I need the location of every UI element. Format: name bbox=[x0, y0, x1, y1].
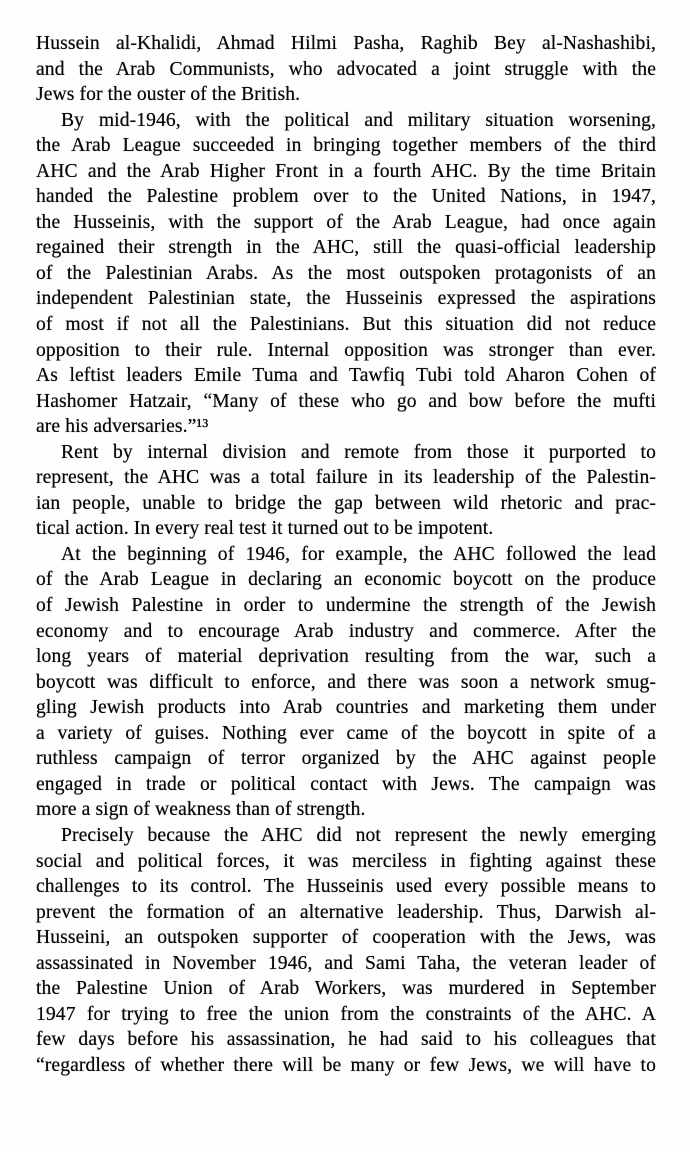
text-line: As leftist leaders Emile Tuma and Tawfiq Tubi told Aharon Cohen of bbox=[36, 365, 656, 387]
text-line: Jews for the ouster of the British. bbox=[36, 84, 301, 106]
text-line: By mid-1946, with the political and military situation worsening, bbox=[61, 109, 656, 131]
text-line: ian people, unable to bridge the gap between wild rhetoric and prac- bbox=[36, 492, 656, 514]
text-line: long years of material deprivation resulting from the war, such a bbox=[36, 646, 656, 668]
text-line: the Palestine Union of Arab Workers, was murdered in September bbox=[36, 978, 656, 1000]
text-line: independent Palestinian state, the Husseinis expressed the aspirations bbox=[36, 288, 656, 310]
text-line: represent, the AHC was a total failure in its leadership of the Palestin- bbox=[36, 467, 656, 489]
text-line: AHC and the Arab Higher Front in a fourth AHC. By the time Britain bbox=[36, 160, 656, 182]
text-line: boycott was difficult to enforce, and there was soon a network smug- bbox=[36, 671, 656, 693]
text-line: Hussein al-Khalidi, Ahmad Hilmi Pasha, Raghib Bey al-Nashashibi, bbox=[36, 33, 656, 54]
paragraph bbox=[36, 31, 656, 108]
text-line: opposition to their rule. Internal opposition was stronger than ever. bbox=[36, 339, 656, 361]
text-line: social and political forces, it was merciless in fighting against these bbox=[36, 850, 656, 872]
text-line: economy and to encourage Arab industry and commerce. After the bbox=[36, 620, 656, 642]
text-line: engaged in trade or political contact with Jews. The campaign was bbox=[36, 773, 656, 795]
text-line: of Jewish Palestine in order to undermine the strength of the Jewish bbox=[36, 595, 656, 617]
text-line: “regardless of whether there will be many or few Jews, we will have to bbox=[36, 1054, 656, 1076]
text-line: of most if not all the Palestinians. But this situation did not reduce bbox=[36, 314, 656, 336]
text-line: ruthless campaign of terror organized by the AHC against people bbox=[36, 748, 656, 770]
text-line: prevent the formation of an alternative leadership. Thus, Darwish al- bbox=[36, 901, 656, 923]
text-line: few days before his assassination, he had said to his colleagues that bbox=[36, 1029, 656, 1051]
text-line: tical action. In every real test it turned out to be impotent. bbox=[36, 518, 494, 540]
page-text bbox=[36, 31, 656, 1078]
text-line: Husseini, an outspoken supporter of cooperation with the Jews, was bbox=[36, 927, 656, 949]
text-line: regained their strength in the AHC, still the quasi-official leadership bbox=[36, 237, 656, 259]
text-line: gling Jewish products into Arab countries and marketing them under bbox=[36, 697, 656, 719]
paragraph bbox=[36, 542, 656, 823]
text-line: more a sign of weakness than of strength. bbox=[36, 799, 366, 821]
paragraph bbox=[36, 108, 656, 440]
text-line: assassinated in November 1946, and Sami Taha, the veteran leader of bbox=[36, 952, 656, 974]
text-line: and the Arab Communists, who advocated a joint struggle with the bbox=[36, 58, 656, 80]
text-line: the Husseinis, with the support of the Arab League, had once again bbox=[36, 211, 656, 233]
text-line: handed the Palestine problem over to the United Nations, in 1947, bbox=[36, 186, 656, 208]
paragraph bbox=[36, 823, 656, 1078]
text-line: the Arab League succeeded in bringing together members of the third bbox=[36, 135, 656, 157]
text-line: Precisely because the AHC did not represent the newly emerging bbox=[61, 824, 656, 846]
text-line: Rent by internal division and remote from those it purported to bbox=[61, 441, 656, 463]
text-line: of the Arab League in declaring an economic boycott on the produce bbox=[36, 569, 656, 591]
text-line: At the beginning of 1946, for example, the AHC followed the lead bbox=[61, 543, 656, 565]
text-line: challenges to its control. The Husseinis used every possible means to bbox=[36, 876, 656, 898]
text-line: are his adversaries.”¹³ bbox=[36, 416, 209, 438]
paragraph bbox=[36, 440, 656, 542]
text-line: 1947 for trying to free the union from the constraints of the AHC. A bbox=[36, 1003, 656, 1025]
text-line: of the Palestinian Arabs. As the most outspoken protagonists of an bbox=[36, 262, 656, 284]
text-line: Hashomer Hatzair, “Many of these who go and bow before the mufti bbox=[36, 390, 656, 412]
text-line: a variety of guises. Nothing ever came of the boycott in spite of a bbox=[36, 722, 656, 744]
